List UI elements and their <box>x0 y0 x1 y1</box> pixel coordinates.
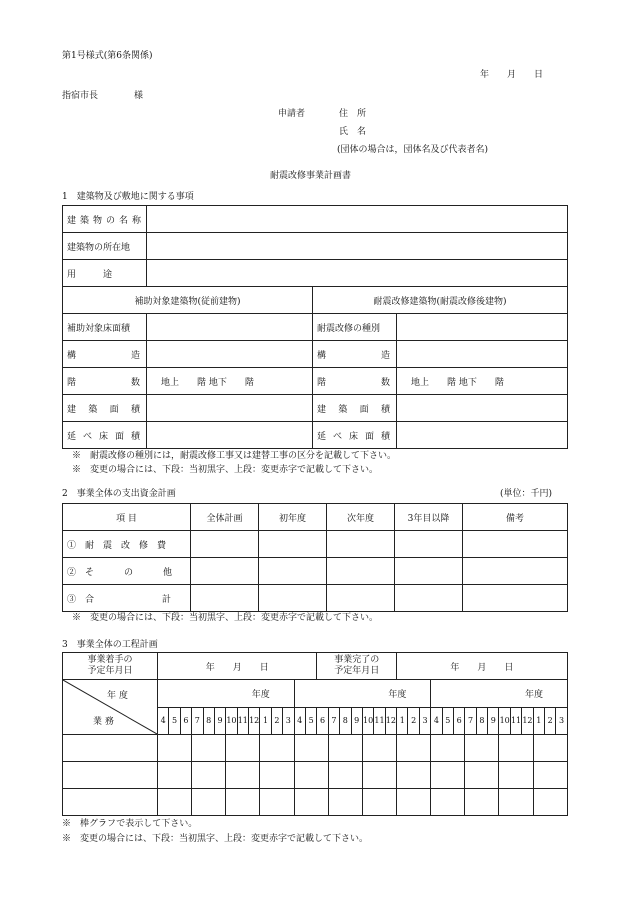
budget-row-total <box>63 585 568 612</box>
schedule-cell[interactable] <box>533 762 567 789</box>
schedule-cell[interactable] <box>533 735 567 762</box>
schedule-cell[interactable] <box>533 789 567 816</box>
col-item: 項 目 <box>63 504 191 531</box>
label-total-area-before: 延べ床面積 <box>63 422 147 449</box>
col-overall: 全体計画 <box>191 504 259 531</box>
row-subheads <box>63 287 568 314</box>
schedule-cell[interactable] <box>192 789 226 816</box>
schedule-cell[interactable] <box>158 762 192 789</box>
year-col-1 <box>158 680 295 708</box>
schedule-cell[interactable] <box>362 762 396 789</box>
section3-note2: ※ 変更の場合には、下段：当初黒字、上段：変更赤字で記載して下さい。 <box>62 834 369 844</box>
schedule-cell[interactable] <box>226 762 260 789</box>
schedule-dates-row <box>63 653 568 680</box>
month-cell: 5 <box>169 707 180 735</box>
task-cell[interactable] <box>63 789 158 816</box>
month-cell: 7 <box>465 707 476 735</box>
total-a: ③ 合 <box>67 594 95 605</box>
floors-before-value[interactable]: 地上 階 地下 階 <box>147 368 313 395</box>
schedule-cell[interactable] <box>192 735 226 762</box>
month-cell: 5 <box>442 707 453 735</box>
schedule-cell[interactable] <box>294 735 328 762</box>
schedule-cell[interactable] <box>431 789 465 816</box>
month-cell: 9 <box>488 707 499 735</box>
month-cell: 6 <box>180 707 191 735</box>
input-total-area-after[interactable] <box>397 422 568 449</box>
other-b: の <box>124 567 134 578</box>
cell[interactable] <box>259 585 327 612</box>
year-col-1-label: 年度 <box>251 689 270 700</box>
section2-note: ※ 変更の場合には、下段：当初黒字、上段：変更赤字で記載して下さい。 <box>72 613 379 623</box>
end-date-value[interactable]: 年 月 日 <box>397 653 568 680</box>
input-retrofit-type[interactable] <box>397 314 568 341</box>
cell[interactable] <box>259 531 327 558</box>
cell[interactable] <box>327 585 395 612</box>
form-number: 第1号様式(第6条関係) <box>62 51 153 61</box>
schedule-cell[interactable] <box>499 762 533 789</box>
schedule-cell[interactable] <box>465 735 499 762</box>
row-structure <box>63 341 568 368</box>
month-cell: 7 <box>192 707 203 735</box>
input-structure-before[interactable] <box>147 341 313 368</box>
cell[interactable] <box>395 558 463 585</box>
input-total-area-before[interactable] <box>147 422 313 449</box>
label-building-area-before: 建築面積 <box>63 395 147 422</box>
schedule-cell[interactable] <box>362 735 396 762</box>
col-remarks: 備考 <box>463 504 568 531</box>
head-before: 補助対象建築物(従前建物) <box>63 287 313 314</box>
input-structure-after[interactable] <box>397 341 568 368</box>
label-structure-before: 構造 <box>63 341 147 368</box>
start-date-label <box>63 653 158 680</box>
section3-note1: ※ 棒グラフで表示して下さい。 <box>62 819 198 829</box>
input-subsidy-area[interactable] <box>147 314 313 341</box>
input-building-name[interactable] <box>147 206 568 233</box>
end-label-1: 事業完了の <box>334 655 380 666</box>
group-note: (団体の場合は，団体名及び代表者名) <box>337 145 489 155</box>
month-cell: 12 <box>249 707 260 735</box>
schedule-cell[interactable] <box>397 789 431 816</box>
schedule-cell[interactable] <box>260 789 294 816</box>
schedule-body-row <box>63 762 568 789</box>
month-cell: 4 <box>158 707 169 735</box>
month-cell: 2 <box>408 707 419 735</box>
task-cell[interactable] <box>63 762 158 789</box>
row-location <box>63 233 568 260</box>
schedule-cell[interactable] <box>362 789 396 816</box>
schedule-cell[interactable] <box>397 762 431 789</box>
start-label-1: 事業着手の <box>87 655 133 666</box>
budget-row-retrofit <box>63 531 568 558</box>
month-cell: 6 <box>317 707 328 735</box>
schedule-cell[interactable] <box>158 789 192 816</box>
schedule-body-row <box>63 735 568 762</box>
schedule-cell[interactable] <box>226 789 260 816</box>
month-cell: 3 <box>283 707 294 735</box>
budget-row-other <box>63 558 568 585</box>
schedule-cell[interactable] <box>431 735 465 762</box>
label-retrofit-type: 耐震改修の種別 <box>313 314 397 341</box>
budget-table <box>62 503 568 612</box>
cell[interactable] <box>463 585 568 612</box>
section2-heading: 2 事業全体の支出資金計画 <box>62 489 176 499</box>
label-floors-after: 階数 <box>313 368 397 395</box>
schedule-cell[interactable] <box>294 762 328 789</box>
total-b: 計 <box>162 594 172 605</box>
schedule-body-row <box>63 789 568 816</box>
row-label-total <box>63 585 191 612</box>
col-year3plus: 3年目以降 <box>395 504 463 531</box>
month-cell: 5 <box>305 707 317 735</box>
month-cell: 9 <box>351 707 362 735</box>
row-label-other <box>63 558 191 585</box>
schedule-cell[interactable] <box>192 762 226 789</box>
col-year2: 次年度 <box>327 504 395 531</box>
month-cell: 6 <box>453 707 464 735</box>
input-building-area-before[interactable] <box>147 395 313 422</box>
schedule-table <box>62 652 568 816</box>
cell[interactable] <box>259 558 327 585</box>
year-col-2-label: 年度 <box>388 689 407 700</box>
input-building-area-after[interactable] <box>397 395 568 422</box>
end-label-2: 予定年月日 <box>334 666 380 676</box>
schedule-cell[interactable] <box>431 762 465 789</box>
row-area-type <box>63 314 568 341</box>
schedule-cell[interactable] <box>465 789 499 816</box>
address-label: 住 所 <box>339 109 367 119</box>
month-cell: 11 <box>374 707 385 735</box>
cell[interactable] <box>191 585 259 612</box>
month-cell: 8 <box>203 707 214 735</box>
month-cell: 1 <box>397 707 408 735</box>
schedule-year-row <box>63 680 568 708</box>
end-date-label <box>317 653 397 680</box>
label-location: 建築物の所在地 <box>63 233 147 260</box>
label-floors-before: 階数 <box>63 368 147 395</box>
section3-heading: 3 事業全体の工程計画 <box>62 640 158 650</box>
building-table <box>62 205 568 449</box>
task-cell[interactable] <box>63 735 158 762</box>
section1-heading: 1 建築物及び敷地に関する事項 <box>62 192 194 202</box>
year-col-3 <box>431 680 568 708</box>
addressee: 指宿市長 様 <box>62 91 144 101</box>
label-structure-after: 構造 <box>313 341 397 368</box>
budget-header-row <box>63 504 568 531</box>
month-cell: 2 <box>544 707 555 735</box>
month-cell: 11 <box>237 707 248 735</box>
month-cell: 4 <box>294 707 305 735</box>
row-total-floor-area <box>63 422 568 449</box>
month-cell: 1 <box>533 707 544 735</box>
schedule-cell[interactable] <box>226 735 260 762</box>
schedule-cell[interactable] <box>328 735 362 762</box>
schedule-cell[interactable] <box>328 789 362 816</box>
floors-after-value[interactable]: 地上 階 地下 階 <box>397 368 568 395</box>
month-cell: 8 <box>476 707 487 735</box>
month-cell: 10 <box>362 707 373 735</box>
cell[interactable] <box>191 531 259 558</box>
schedule-cell[interactable] <box>294 789 328 816</box>
month-cell: 3 <box>419 707 430 735</box>
label-use: 用 途 <box>63 260 147 287</box>
section1-note1: ※ 耐震改修の種別には，耐震改修工事又は建替工事の区分を記載して下さい。 <box>72 451 397 461</box>
applicant-label: 申請者 <box>278 109 306 119</box>
year-col-2 <box>294 680 431 708</box>
section1-note2: ※ 変更の場合には、下段：当初黒字、上段：変更赤字で記載して下さい。 <box>72 465 379 475</box>
row-floors <box>63 368 568 395</box>
month-cell: 8 <box>340 707 351 735</box>
month-cell: 3 <box>556 707 567 735</box>
month-cell: 4 <box>431 707 442 735</box>
other-a: ② そ <box>67 567 95 578</box>
date-line: 年 月 日 <box>480 70 544 80</box>
head-after: 耐震改修建築物(耐震改修後建物) <box>313 287 568 314</box>
cell[interactable] <box>463 558 568 585</box>
schedule-cell[interactable] <box>328 762 362 789</box>
start-label-2: 予定年月日 <box>87 666 133 676</box>
schedule-cell[interactable] <box>499 789 533 816</box>
document-title: 耐震改修事業計画書 <box>270 171 352 181</box>
month-cell: 7 <box>328 707 339 735</box>
input-use[interactable] <box>147 260 568 287</box>
month-cell: 10 <box>499 707 510 735</box>
month-cell: 1 <box>260 707 271 735</box>
year-task-header <box>63 680 158 735</box>
schedule-cell[interactable] <box>158 735 192 762</box>
schedule-cell[interactable] <box>465 762 499 789</box>
cell[interactable] <box>327 531 395 558</box>
name-label: 氏 名 <box>339 127 367 137</box>
cell[interactable] <box>463 531 568 558</box>
label-building-name: 建築物の名称 <box>63 206 147 233</box>
label-building-area-after: 建築面積 <box>313 395 397 422</box>
month-cell: 2 <box>271 707 282 735</box>
month-cell: 12 <box>522 707 533 735</box>
schedule-cell[interactable] <box>397 735 431 762</box>
start-date-value[interactable]: 年 月 日 <box>158 653 317 680</box>
other-c: 他 <box>163 567 173 578</box>
month-cell: 9 <box>214 707 225 735</box>
month-cell: 12 <box>385 707 396 735</box>
label-subsidy-area: 補助対象床面積 <box>63 314 147 341</box>
label-total-area-after: 延べ床面積 <box>313 422 397 449</box>
schedule-cell[interactable] <box>260 762 294 789</box>
cell[interactable] <box>395 531 463 558</box>
unit-label: (単位：千円) <box>500 489 553 499</box>
schedule-cell[interactable] <box>260 735 294 762</box>
input-location[interactable] <box>147 233 568 260</box>
month-cell: 10 <box>226 707 237 735</box>
row-use <box>63 260 568 287</box>
year-col-3-label: 年度 <box>524 689 543 700</box>
year-label: 年 度 <box>107 691 128 701</box>
row-label-retrofit: ① 耐 震 改 修 費 <box>63 531 191 558</box>
col-year1: 初年度 <box>259 504 327 531</box>
row-building-area <box>63 395 568 422</box>
row-building-name <box>63 206 568 233</box>
cell[interactable] <box>395 585 463 612</box>
month-cell: 11 <box>510 707 521 735</box>
schedule-cell[interactable] <box>499 735 533 762</box>
cell[interactable] <box>327 558 395 585</box>
task-label: 業 務 <box>93 717 114 727</box>
cell[interactable] <box>191 558 259 585</box>
